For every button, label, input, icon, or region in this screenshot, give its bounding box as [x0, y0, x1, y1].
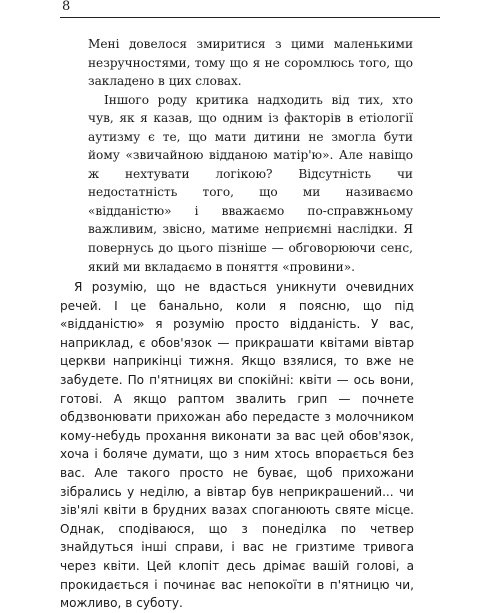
paragraph-intro: Мені довелося змиритися з цими маленькими незручностями, тому що я не соромлюсь того, що закладено в цих словах. [88, 37, 413, 89]
paragraph-criticism: Іншого роду критика надходить від тих, хто чув, як я казав, що одним із факторів в етіології аутизму є те, що мати дитини не змогла бути йому «звичайною відданою матір'ю». Але навіщо ж нехтувати логікою? Відсутність чи недостатність того, що ми називаємо «відданістю» і вважаємо по-справжньому важливим, звісно, матиме неприємні наслідки. Я повернусь до цього пізніше — обговорюючи сенс, який ми вкладаємо в поняття «провини». [88, 92, 413, 274]
page-number: 8 [62, 0, 71, 14]
header-rule [60, 17, 440, 18]
paragraph-devotion: Я розумію, що не вдасться уникнути очевидних речей. І це банально, коли я поясню, що під «відданістю» я розумію просто відданість. У вас, наприклад, є обов'язок — прикрашати квітами вівтар церкви наприкінці тижня. Якщо взялися, то вже не забудете. По п'ятницях ви спокійні: квіти — ось вони, готові. А якщо раптом звалить грип — почнете обдзвонювати прихожан або передасте з молочником кому-небудь прохання виконати за вас цей обов'язок, хоча і боляче думати, що з ним хтось впорається без вас. Але такого просто не буває, щоб прихожани зібрались у неділю, а вівтар був неприкрашений... чи зів'ялі квіти в брудних вазах споганюють святе місце. Однак, сподіваюся, що з понеділка по четвер знайдуться інші справи, і вас не гризтиме тривога через квіти. Цей клопіт десь дрімає вашій голові, а прокидається і починає вас непокоїти в п'ятницю чи, можливо, в суботу. [60, 280, 414, 611]
body-text [60, 35, 414, 613]
